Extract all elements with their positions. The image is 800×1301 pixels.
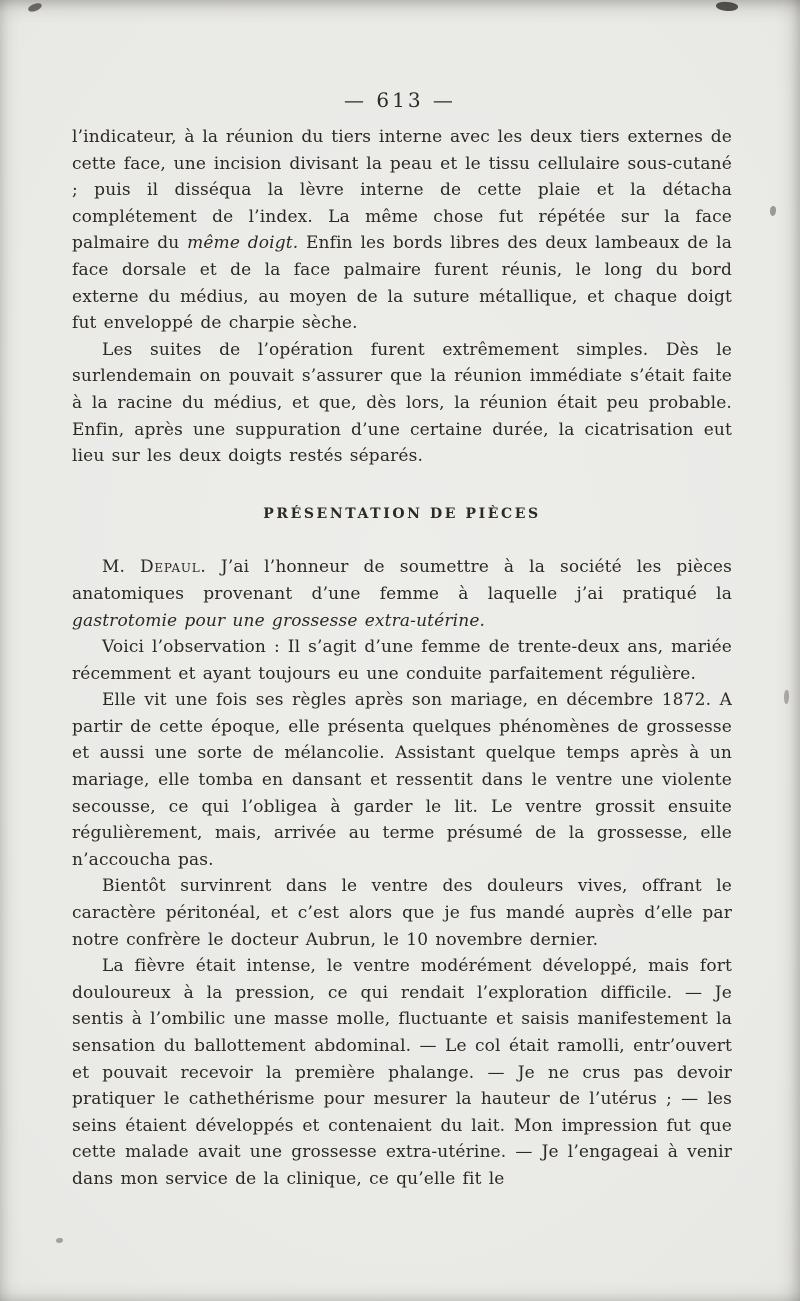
page-number: — 613 — <box>344 88 456 112</box>
scan-artifact <box>770 206 776 216</box>
scan-artifact <box>27 2 42 13</box>
paragraph <box>72 634 732 687</box>
scan-artifact <box>784 690 789 704</box>
body-text: Les suites de l’opération furent extrêmement simples. Dès le surlendemain on pouvait s’assurer que la réunion immédiate s’était faite à la racine du médius, et que, dès lors, la réunion était peu probable. Enfin, après une suppuration d’une certaine durée, la cicatrisation eut lieu sur les deux doigts restés séparés. <box>72 339 732 467</box>
body-text: M. <box>102 557 141 578</box>
body-text: Voici l’observation : Il s’agit d’une femme de trente-deux ans, mariée récemment et ayant toujours eu une conduite parfaitement régulière. <box>72 637 732 684</box>
body-text: Enfin les bords libres des deux lambeaux de la face dorsale et de la face palmaire furent réunis, le long du bord externe du médius, au moyen de la suture métallique, et chaque doigt fut enveloppé de charpie sèche. <box>72 233 732 334</box>
smallcaps-text: Depaul <box>140 557 201 578</box>
body-text: . J’ai l’honneur de soumettre à la société les pièces anatomiques provenant d’une femme à laquelle j’ai pratiqué la <box>72 557 732 604</box>
paragraph <box>72 953 732 1192</box>
body-text: La fièvre était intense, le ventre modérément développé, mais fort douloureux à la pression, ce qui rendait l’exploration difficile. — Je sentis à l’ombilic une masse molle, fluctuante et saisis manifestement la sensation du ballottement abdominal. — Le col était ramolli, entr’ouvert et pouvait recevoir la première phalange. — Je ne crus pas devoir pratiquer le cathethérisme pour mesurer la hauteur de l’utérus ; — les seins étaient développés et contenaient du lait. Mon impression fut que cette malade avait une grossesse extra-utérine. — Je l’engageai à venir dans mon service de la clinique, ce qu’elle fit le <box>72 956 732 1189</box>
body-text: l’indicateur, à la réunion du tiers interne avec les deux tiers externes de cette face, une incision divisant la peau et le tissu cellulaire sous-cutané ; puis il disséqua la lèvre interne de cette plaie et la détacha complétement de l’index. La même chose fut répétée sur la face palmaire du <box>72 127 732 254</box>
body-text: Bientôt survinrent dans le ventre des douleurs vives, offrant le caractère péritonéal, et c’est alors que je fus mandé auprès d’elle par notre confrère le docteur Aubrun, le 10 novembre dernier. <box>72 876 732 950</box>
paragraph <box>72 337 732 470</box>
paragraph <box>72 687 732 873</box>
paragraph <box>72 554 732 634</box>
scan-artifact <box>56 1238 63 1243</box>
italic-text: même doigt. <box>187 233 299 254</box>
body-text: Elle vit une fois ses règles après son mariage, en décembre 1872. A partir de cette époque, elle présenta quelques phénomènes de grossesse et aussi une sorte de mélancolie. Assistant quelque temps après à un mariage, elle tomba en dansant et ressentit dans le ventre une violente secousse, ce qui l’obligea à garder le lit. Le ventre grossit ensuite régulièrement, mais, arrivée au terme présumé de la grossesse, elle n’accoucha pas. <box>72 690 732 870</box>
section-heading: PRÉSENTATION DE PIÈCES <box>263 505 541 522</box>
scan-artifact <box>716 1 739 12</box>
text-column <box>72 124 732 1193</box>
italic-text: gastrotomie pour une grossesse extra-utérine. <box>72 610 486 631</box>
paragraph <box>72 873 732 953</box>
paragraph <box>72 124 732 337</box>
